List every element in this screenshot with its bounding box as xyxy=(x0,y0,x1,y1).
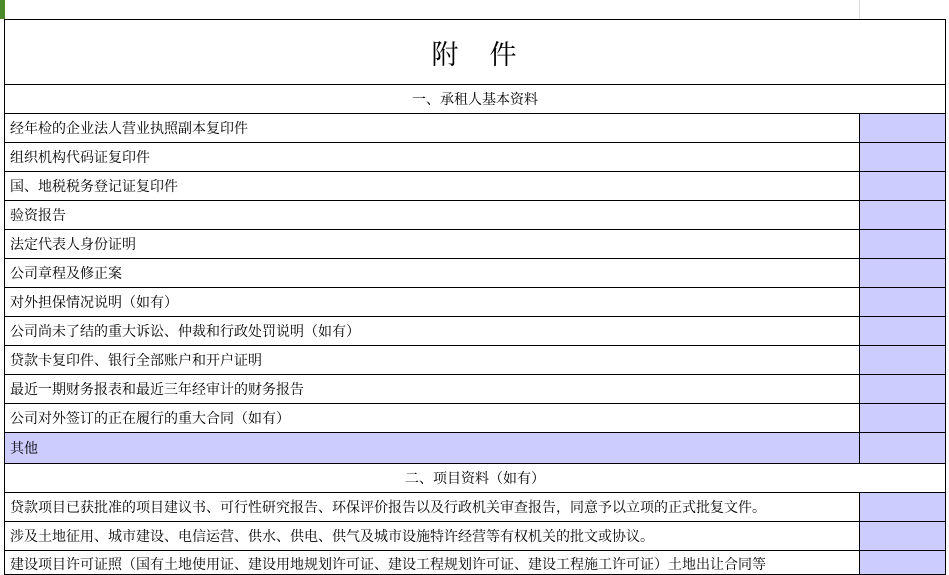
check-cell[interactable] xyxy=(860,201,946,230)
section-heading[interactable]: 二、项目资料（如有） xyxy=(5,464,946,493)
table-row xyxy=(5,288,946,317)
section-heading[interactable]: 一、承租人基本资料 xyxy=(5,85,946,114)
check-cell[interactable] xyxy=(860,551,946,575)
item-cell[interactable]: 公司章程及修正案 xyxy=(5,259,860,288)
item-cell[interactable]: 国、地税税务登记证复印件 xyxy=(5,172,860,201)
attachment-table xyxy=(4,19,946,575)
check-cell[interactable] xyxy=(860,230,946,259)
section-header-row xyxy=(5,464,946,493)
check-cell[interactable] xyxy=(860,114,946,143)
page-title[interactable]: 附 件 xyxy=(5,20,946,85)
item-cell[interactable]: 涉及土地征用、城市建设、电信运营、供水、供电、供气及城市设施特许经营等有权机关的批文或协议。 xyxy=(5,522,860,551)
check-cell[interactable] xyxy=(860,346,946,375)
table-row xyxy=(5,114,946,143)
item-cell[interactable]: 贷款卡复印件、银行全部账户和开户证明 xyxy=(5,346,860,375)
item-cell[interactable]: 经年检的企业法人营业执照副本复印件 xyxy=(5,114,860,143)
check-cell[interactable] xyxy=(860,522,946,551)
table-row xyxy=(5,404,946,433)
section-header-row xyxy=(5,85,946,114)
item-cell[interactable]: 验资报告 xyxy=(5,201,860,230)
table-row xyxy=(5,143,946,172)
check-cell[interactable] xyxy=(860,317,946,346)
table-row xyxy=(5,317,946,346)
item-cell[interactable]: 贷款项目已获批准的项目建议书、可行性研究报告、环保评价报告以及行政机关审查报告，同意予以立项的正式批复文件。 xyxy=(5,493,860,522)
check-cell[interactable] xyxy=(860,433,946,464)
table-row xyxy=(5,493,946,522)
check-cell[interactable] xyxy=(860,375,946,404)
item-cell[interactable]: 公司尚未了结的重大诉讼、仲裁和行政处罚说明（如有） xyxy=(5,317,860,346)
item-cell[interactable]: 对外担保情况说明（如有） xyxy=(5,288,860,317)
table-row xyxy=(5,172,946,201)
table-row xyxy=(5,201,946,230)
check-cell[interactable] xyxy=(860,172,946,201)
table-row xyxy=(5,375,946,404)
item-cell[interactable]: 最近一期财务报表和最近三年经审计的财务报告 xyxy=(5,375,860,404)
check-cell[interactable] xyxy=(860,143,946,172)
item-cell[interactable]: 公司对外签订的正在履行的重大合同（如有） xyxy=(5,404,860,433)
other-cell[interactable]: 其他 xyxy=(5,433,860,464)
title-row xyxy=(5,20,946,85)
table-row xyxy=(5,551,946,575)
active-cell-marker xyxy=(0,0,5,19)
table-row xyxy=(5,259,946,288)
check-cell[interactable] xyxy=(860,288,946,317)
table-row xyxy=(5,522,946,551)
gridline xyxy=(859,0,860,19)
item-cell[interactable]: 法定代表人身份证明 xyxy=(5,230,860,259)
table-row xyxy=(5,230,946,259)
item-cell[interactable]: 建设项目许可证照（国有土地使用证、建设用地规划许可证、建设工程规划许可证、建设工程施工许可证）土地出让合同等 xyxy=(5,551,860,575)
check-cell[interactable] xyxy=(860,493,946,522)
table-row xyxy=(5,346,946,375)
item-cell[interactable]: 组织机构代码证复印件 xyxy=(5,143,860,172)
check-cell[interactable] xyxy=(860,404,946,433)
check-cell[interactable] xyxy=(860,259,946,288)
other-row xyxy=(5,433,946,464)
